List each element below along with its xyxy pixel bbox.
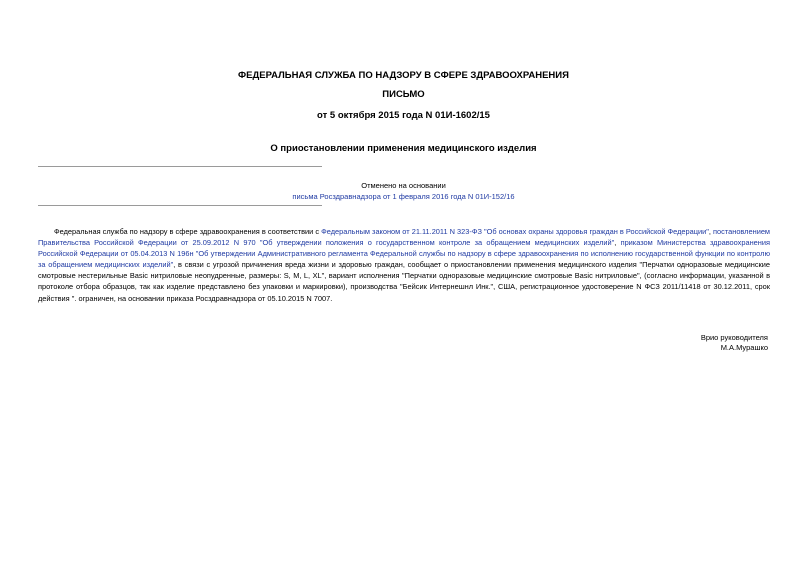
document-type: ПИСЬМО: [382, 89, 425, 100]
cancellation-label: Отменено на основании: [361, 181, 446, 190]
ministry-order-link[interactable]: приказом Министерства здравоохранения Российской Федерации от 05.04.2013 N 196н "Об утверждении Административного регламента Федеральной службы по надзору в сфере здравоохранения по исполнению государственной функции по контролю за обращением медицинских изделий": [38, 238, 770, 270]
cancellation-link[interactable]: письма Росздравнадзора от 1 февраля 2016 года N 01И-152/16: [292, 192, 515, 201]
body-paragraph: [38, 226, 770, 304]
document-date-number: от 5 октября 2015 года N 01И-1602/15: [317, 110, 490, 121]
signature-position: Врио руководителя: [700, 333, 768, 342]
body-text-1: Федеральная служба по надзору в сфере здравоохранения в соответствии с: [54, 227, 322, 236]
body-text-4: , в связи с угрозой причинения вреда жизни и здоровью граждан, сообщает о приостановлении применения медицинского изделия "Перчатки одноразовые медицинские смотровые нестерильные Basic нитриловые неопудренные, размеры: S, M, L, XL", вариант исполнения "Перчатки одноразовые медицинские смотровые Basic нитриловые", (согласно информации, указанной в протоколе отбора образцов, так как изделие представлено без упаковки и маркировки), производства "Бейсик Интернешнл Инк.", США, регистрационное удостоверение N ФСЗ 2011/11418 от 30.12.2011, срок действия ". ограничен, на основании приказа Росздравнадзора от 05.10.2015 N 7007.: [38, 260, 770, 303]
body-text-2: ,: [708, 227, 714, 236]
body-text-3: ,: [614, 238, 621, 248]
agency-title: ФЕДЕРАЛЬНАЯ СЛУЖБА ПО НАДЗОРУ В СФЕРЕ ЗДРАВООХРАНЕНИЯ: [238, 70, 569, 81]
government-decree-link[interactable]: постановлением Правительства Российской Федерации от 25.09.2012 N 970 "Об утверждении положения о государственном контроле за обращением медицинских изделий": [38, 227, 771, 248]
law-link[interactable]: Федеральным законом от 21.11.2011 N 323-ФЗ "Об основах охраны здоровья граждан в Российской Федерации": [321, 227, 709, 236]
divider-top: [38, 166, 322, 167]
document-subject: О приостановлении применения медицинского изделия: [270, 143, 537, 154]
divider-bottom: [38, 205, 322, 206]
signature-name: М.А.Мурашко: [720, 343, 768, 352]
